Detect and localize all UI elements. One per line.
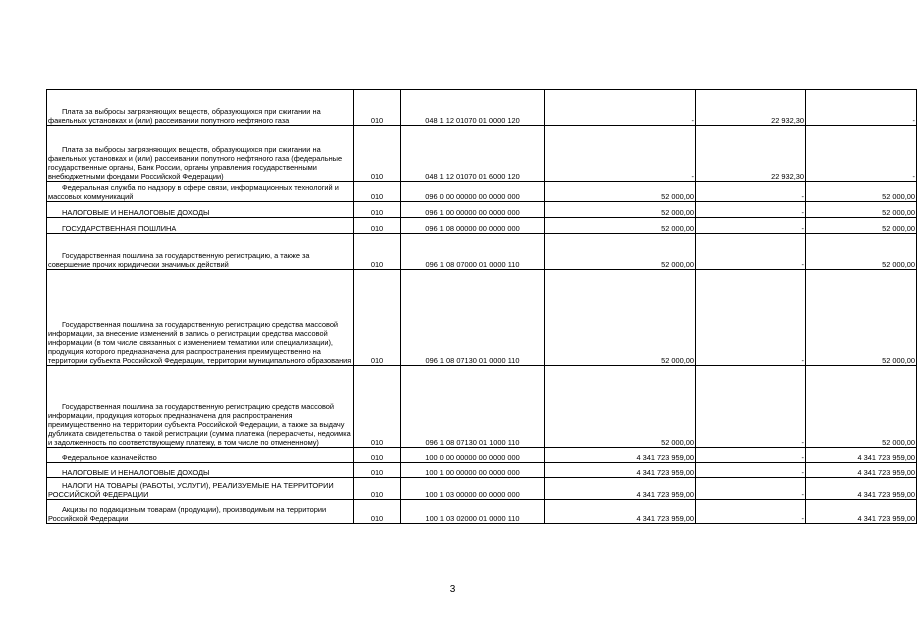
unexecuted-amount-cell: 52 000,00 xyxy=(806,218,917,234)
table-row xyxy=(47,500,917,524)
budget-classification-code-cell: 096 1 08 00000 00 0000 000 xyxy=(401,218,545,234)
approved-amount-cell: 4 341 723 959,00 xyxy=(545,500,696,524)
table-row xyxy=(47,90,917,126)
revenue-name-cell xyxy=(47,90,354,126)
executed-amount-cell: - xyxy=(696,366,806,448)
page-number: 3 xyxy=(449,584,456,595)
executed-amount-cell: - xyxy=(696,448,806,463)
executed-amount-cell: - xyxy=(696,500,806,524)
report-table xyxy=(46,89,917,524)
revenue-name-cell xyxy=(47,218,354,234)
executed-amount-cell: - xyxy=(696,463,806,478)
table-row xyxy=(47,182,917,202)
executed-amount-cell: - xyxy=(696,202,806,218)
revenue-name-cell xyxy=(47,126,354,182)
unexecuted-amount-cell: 52 000,00 xyxy=(806,202,917,218)
budget-classification-code-cell: 100 1 03 02000 01 0000 110 xyxy=(401,500,545,524)
unexecuted-amount-cell: 4 341 723 959,00 xyxy=(806,448,917,463)
line-code-cell: 010 xyxy=(354,182,401,202)
executed-amount-cell: 22 932,30 xyxy=(696,90,806,126)
revenue-name-cell xyxy=(47,270,354,366)
budget-classification-code-cell: 096 1 08 07000 01 0000 110 xyxy=(401,234,545,270)
unexecuted-amount-cell: 4 341 723 959,00 xyxy=(806,463,917,478)
approved-amount-cell: - xyxy=(545,90,696,126)
budget-classification-code-cell: 096 0 00 00000 00 0000 000 xyxy=(401,182,545,202)
revenue-name-text: НАЛОГОВЫЕ И НЕНАЛОГОВЫЕ ДОХОДЫ xyxy=(62,207,210,217)
line-code-cell: 010 xyxy=(354,218,401,234)
table-row xyxy=(47,202,917,218)
budget-classification-code-cell: 096 1 00 00000 00 0000 000 xyxy=(401,202,545,218)
budget-classification-code-cell: 100 1 03 00000 00 0000 000 xyxy=(401,478,545,500)
approved-amount-cell: 52 000,00 xyxy=(545,270,696,366)
revenue-name-text: НАЛОГОВЫЕ И НЕНАЛОГОВЫЕ ДОХОДЫ xyxy=(62,467,210,477)
revenue-name-text: Государственная пошлина за государственную регистрацию, а также за совершение прочих юридически значимых действий xyxy=(48,250,310,269)
executed-amount-cell: - xyxy=(696,182,806,202)
table-row xyxy=(47,448,917,463)
approved-amount-cell: 52 000,00 xyxy=(545,202,696,218)
approved-amount-cell: 4 341 723 959,00 xyxy=(545,478,696,500)
line-code-cell: 010 xyxy=(354,126,401,182)
unexecuted-amount-cell: 4 341 723 959,00 xyxy=(806,478,917,500)
budget-classification-code-cell: 100 1 00 00000 00 0000 000 xyxy=(401,463,545,478)
executed-amount-cell: - xyxy=(696,270,806,366)
line-code-cell: 010 xyxy=(354,366,401,448)
revenue-name-text: НАЛОГИ НА ТОВАРЫ (РАБОТЫ, УСЛУГИ), РЕАЛИЗУЕМЫЕ НА ТЕРРИТОРИИ РОССИЙСКОЙ ФЕДЕРАЦИИ xyxy=(48,480,334,499)
unexecuted-amount-cell: 4 341 723 959,00 xyxy=(806,500,917,524)
line-code-cell: 010 xyxy=(354,478,401,500)
budget-classification-code-cell: 096 1 08 07130 01 0000 110 xyxy=(401,270,545,366)
approved-amount-cell: - xyxy=(545,126,696,182)
unexecuted-amount-cell: - xyxy=(806,126,917,182)
table-row xyxy=(47,478,917,500)
unexecuted-amount-cell: 52 000,00 xyxy=(806,182,917,202)
approved-amount-cell: 52 000,00 xyxy=(545,366,696,448)
unexecuted-amount-cell: 52 000,00 xyxy=(806,270,917,366)
revenue-name-cell xyxy=(47,478,354,500)
revenue-name-cell xyxy=(47,500,354,524)
budget-classification-code-cell: 048 1 12 01070 01 0000 120 xyxy=(401,90,545,126)
budget-classification-code-cell: 096 1 08 07130 01 1000 110 xyxy=(401,366,545,448)
budget-classification-code-cell: 100 0 00 00000 00 0000 000 xyxy=(401,448,545,463)
approved-amount-cell: 52 000,00 xyxy=(545,218,696,234)
executed-amount-cell: - xyxy=(696,478,806,500)
revenue-name-text: Государственная пошлина за государственную регистрацию средства массовой информации, за внесение изменений в запись о регистрации средства массовой информации (в том числе связанных с изменением тематики или специализации), продукция которого предназначена для распространения преимущественно на территории субъекта Российской Федерации, территории муниципального образования xyxy=(48,319,352,365)
table-row xyxy=(47,463,917,478)
budget-classification-code-cell: 048 1 12 01070 01 6000 120 xyxy=(401,126,545,182)
executed-amount-cell: - xyxy=(696,234,806,270)
revenue-name-cell xyxy=(47,182,354,202)
line-code-cell: 010 xyxy=(354,448,401,463)
revenue-name-cell xyxy=(47,448,354,463)
revenue-name-cell xyxy=(47,202,354,218)
executed-amount-cell: 22 932,30 xyxy=(696,126,806,182)
table-row xyxy=(47,270,917,366)
approved-amount-cell: 4 341 723 959,00 xyxy=(545,463,696,478)
revenue-name-text: Государственная пошлина за государственную регистрацию средств массовой информации, продукция которых предназначена для распространения преимущественно на территории субъекта Российской Федерации, а также за выдачу дубликата свидетельства о такой регистрации (сумма платежа (перерасчеты, недоимка и задолженность по соответствующему платежу, в том числе по отмененному) xyxy=(48,401,351,447)
line-code-cell: 010 xyxy=(354,234,401,270)
unexecuted-amount-cell: 52 000,00 xyxy=(806,366,917,448)
revenue-name-text: Плата за выбросы загрязняющих веществ, образующихся при сжигании на факельных установках и (или) рассеивании попутного нефтяного газа xyxy=(48,106,321,125)
unexecuted-amount-cell: - xyxy=(806,90,917,126)
revenue-name-text: ГОСУДАРСТВЕННАЯ ПОШЛИНА xyxy=(62,223,177,233)
line-code-cell: 010 xyxy=(354,202,401,218)
line-code-cell: 010 xyxy=(354,463,401,478)
approved-amount-cell: 4 341 723 959,00 xyxy=(545,448,696,463)
table-row xyxy=(47,126,917,182)
line-code-cell: 010 xyxy=(354,270,401,366)
revenue-name-text: Плата за выбросы загрязняющих веществ, образующихся при сжигании на факельных установках и (или) рассеивании попутного нефтяного газа (федеральные государственные органы, Банк России, органы управления государственными внебюджетными фондами Российской Федерации) xyxy=(48,144,343,181)
revenue-name-cell xyxy=(47,234,354,270)
approved-amount-cell: 52 000,00 xyxy=(545,182,696,202)
line-code-cell: 010 xyxy=(354,500,401,524)
table-row xyxy=(47,366,917,448)
revenue-name-text: Акцизы по подакцизным товарам (продукции), производимым на территории Российской Федерации xyxy=(48,504,327,523)
table-row xyxy=(47,234,917,270)
revenue-name-text: Федеральное казначейство xyxy=(62,452,157,462)
revenue-name-cell xyxy=(47,366,354,448)
revenue-name-text: Федеральная служба по надзору в сфере связи, информационных технологий и массовых коммуникаций xyxy=(48,182,339,201)
revenue-name-cell xyxy=(47,463,354,478)
table-row xyxy=(47,218,917,234)
unexecuted-amount-cell: 52 000,00 xyxy=(806,234,917,270)
approved-amount-cell: 52 000,00 xyxy=(545,234,696,270)
line-code-cell: 010 xyxy=(354,90,401,126)
executed-amount-cell: - xyxy=(696,218,806,234)
